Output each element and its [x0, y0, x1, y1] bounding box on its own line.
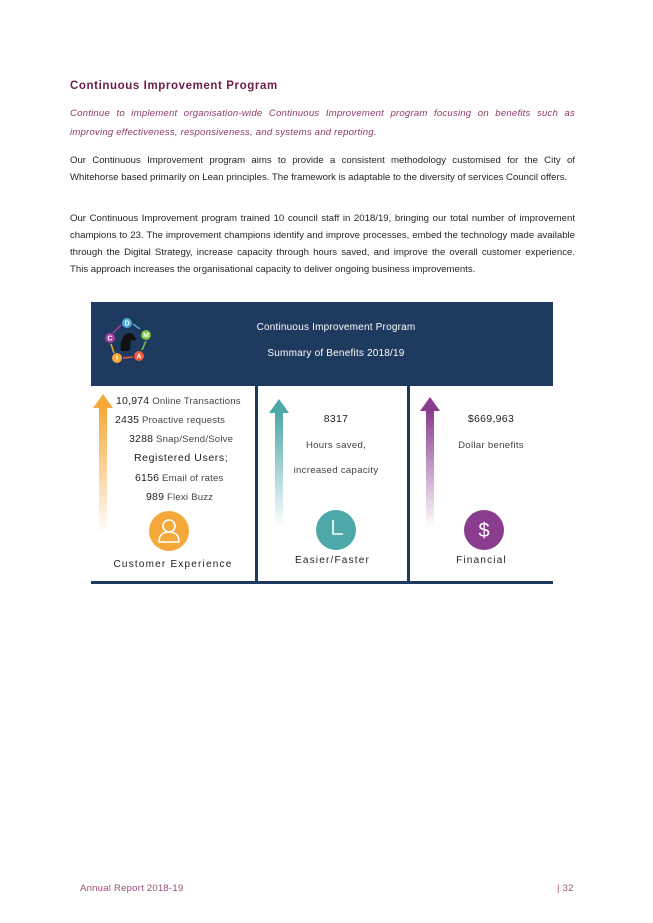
dollar-icon — [464, 510, 504, 550]
dmaic-cycle-icon — [103, 314, 155, 366]
label-easier-faster: Easier/Faster — [294, 555, 371, 566]
paragraph-1: Our Continuous Improvement program aims to provide a consistent methodology customised for the City of Whitehorse based primarily on Lean principles. The framework is adaptable to the diversity of services Council offers. — [70, 155, 575, 183]
up-arrow-teal-icon — [269, 399, 289, 527]
dollar-benefits-caption: Dollar benefits — [458, 440, 524, 451]
up-arrow-purple-icon — [420, 397, 440, 527]
clock-icon — [316, 510, 356, 550]
hours-saved-value: 8317 — [323, 413, 349, 425]
stat-snap-send-solve: 3288 Snap/Send/Solve — [129, 433, 234, 445]
svg-text:I: I — [116, 355, 118, 363]
infographic-title: Continuous Improvement Program — [256, 322, 416, 333]
stat-proactive-requests: 2435 Proactive requests — [115, 414, 226, 426]
section-subtitle: Continue to implement organisation-wide Continuous Improvement program focusing on benefits such as improving effectiveness, responsiveness, and systems and reporting. — [70, 108, 575, 138]
stat-flexi-buzz: 989 Flexi Buzz — [146, 491, 214, 503]
column-divider — [407, 386, 410, 582]
stat-registered-users: Registered Users; — [134, 452, 229, 464]
person-icon — [149, 511, 189, 551]
paragraph-2: Our Continuous Improvement program trained 10 council staff in 2018/19, bringing our total number of improvement champions to 23. The improvement champions identify and improve processes, embed the technology made available through the Digital Strategy, increase capacity through hours saved, and improve the overall customer experience. This approach increases the organisational capacity to deliver ongoing business improvements. — [70, 213, 575, 275]
stat-email-of-rates: 6156 Email of rates — [135, 472, 224, 484]
footer-page-number: | 32 — [557, 883, 574, 894]
svg-text:D: D — [124, 320, 130, 328]
svg-text:$: $ — [478, 520, 490, 542]
benefits-infographic — [91, 302, 553, 586]
label-customer-experience: Customer Experience — [113, 559, 233, 570]
infographic-subtitle: Summary of Benefits 2018/19 — [267, 348, 405, 359]
stat-online-transactions: 10,974 Online Transactions — [116, 395, 241, 407]
svg-text:C: C — [107, 335, 113, 343]
label-financial: Financial — [456, 555, 507, 566]
increased-capacity-caption: increased capacity — [293, 465, 379, 476]
bottom-rule — [91, 581, 553, 584]
up-arrow-orange-icon — [93, 394, 113, 534]
section-heading: Continuous Improvement Program — [70, 80, 278, 92]
svg-text:M: M — [143, 332, 149, 340]
column-divider — [255, 386, 258, 582]
footer-report-title: Annual Report 2018-19 — [80, 883, 184, 894]
hours-saved-caption: Hours saved, — [305, 440, 367, 451]
infographic-banner — [91, 302, 553, 386]
dollar-benefits-value: $669,963 — [467, 413, 515, 425]
svg-text:A: A — [136, 353, 142, 361]
